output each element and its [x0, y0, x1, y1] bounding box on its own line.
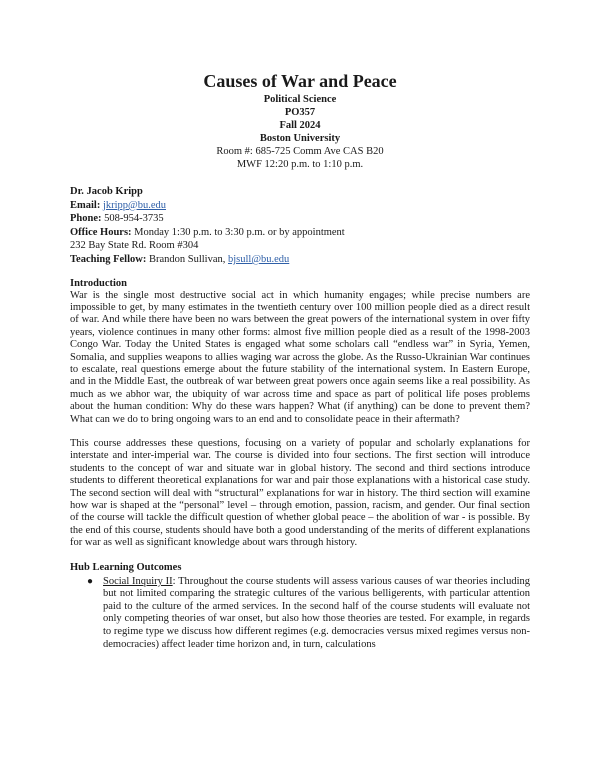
- office-address: 232 Bay State Rd. Room #304: [70, 240, 199, 252]
- email-label: Email:: [70, 199, 101, 211]
- introduction-paragraph-2: This course addresses these questions, focusing on a variety of popular and scholarly explanations for interstate and inter-imperial war. The course is divided into four sections. The first section will introduce students to the concept of war and situate war in global history. The second and third sections introduce students to different theoretical explanations for war and pair those explanations with a historical case study. The second section will deal with “structural” explanations for war in history. The third section will examine how war is shaped at the “personal” level – through emotion, passion, racism, and gender. Our final section of the course will tackle the difficult question of whether global peace – the abolition of war - is possible. By the end of this course, students should have both a good understanding of the merits of different explanations for war as well as significant knowledge about wars through history.: [70, 438, 530, 549]
- teaching-fellow-label: Teaching Fellow:: [70, 253, 147, 265]
- syllabus-header: [70, 70, 530, 171]
- university: Boston University: [259, 133, 341, 144]
- instructor-name: Dr. Jacob Kripp: [70, 186, 143, 197]
- instructor-phone: 508-954-3735: [104, 213, 164, 225]
- hub-outcome-item: [87, 576, 530, 652]
- course-code: PO357: [284, 107, 316, 118]
- syllabus-page: [70, 70, 530, 651]
- room: Room #: 685-725 Comm Ave CAS B20: [216, 146, 384, 157]
- instructor-contact: [70, 185, 530, 267]
- introduction-heading: Introduction: [70, 277, 127, 289]
- bullet-icon: ●: [87, 575, 94, 587]
- hub-outcome-label: Social Inquiry II: [103, 575, 173, 587]
- instructor-email-link[interactable]: jkripp@bu.edu: [102, 199, 167, 211]
- introduction-paragraph-1: War is the single most destructive social act in which humanity engages; while precise numbers are impossible to get, by many estimates in the twentieth century over 100 million people died as a direct result of war. And while there have been no wars between the great powers of the international system in over fifty years, violence continues in many other forms: almost five million people died as a result of the 1998-2003 Congo War. Today the United States is engaged what some scholars call “endless war” in Syria, Yemen, Somalia, and supplies weapons to allies waging war across the globe. As the Russo-Ukrainian War continues to escalate, real questions emerge about the future stability of the international system. In Eastern Europe, and in the Middle East, the outbreak of war between great powers once again seems like a real possibility. As much as we abhor war, the ubiquity of war across time and space as part of political life poses problems about the human condition: Why do these wars happen? What (if anything) can be done to prevent them? What can we do to bring ongoing wars to an end and to consolidate peace in their aftermath?: [70, 289, 530, 425]
- hub-outcome-text: [103, 576, 530, 652]
- teaching-fellow-email-link[interactable]: bjsull@bu.edu: [228, 253, 290, 265]
- phone-label: Phone:: [70, 213, 102, 225]
- teaching-fellow-name: Brandon Sullivan,: [148, 253, 226, 265]
- hub-outcomes-heading: Hub Learning Outcomes: [70, 561, 182, 573]
- course-title: Causes of War and Peace: [203, 71, 397, 91]
- hub-outcome-description: : Throughout the course students will assess various causes of war theories including but not limited comparing the strategic cultures of the various belligerents, with particular attention paid to the culture of the armed services. In the second half of the course students will evaluate not only competing theories of war onset, but also how those theories are tested. For example, in regards to regime type we discuss how different regimes (e.g. democracies versus mixed regimes versus non-democracies) affect leader time horizon and, in turn, calculations: [103, 575, 530, 650]
- office-hours: Monday 1:30 p.m. to 3:30 p.m. or by appointment: [134, 226, 345, 238]
- office-hours-label: Office Hours:: [70, 226, 132, 238]
- department: Political Science: [263, 94, 337, 105]
- schedule: MWF 12:20 p.m. to 1:10 p.m.: [236, 159, 364, 170]
- term: Fall 2024: [279, 120, 321, 131]
